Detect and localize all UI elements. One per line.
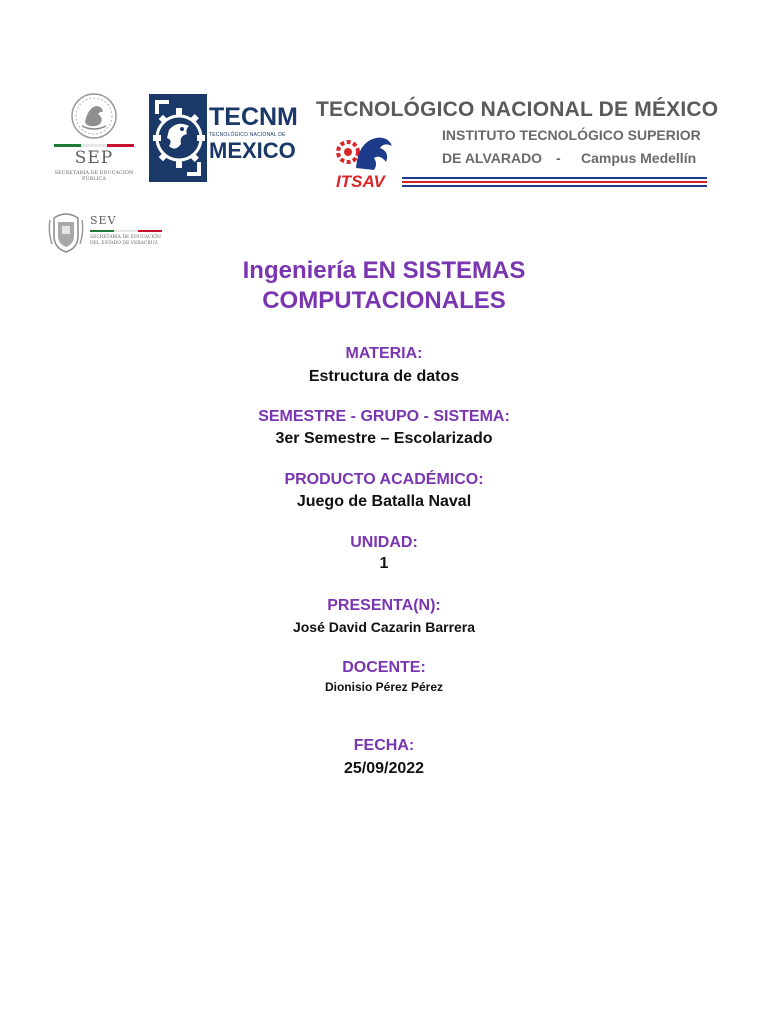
gear-wave-icon bbox=[334, 132, 396, 174]
sev-full-name: SECRETARÍA DE EDUCACIÓN DEL ESTADO DE VERACRUZ bbox=[90, 235, 161, 246]
tricolor-bar bbox=[54, 144, 134, 147]
itsav-wordmark: ITSAV bbox=[336, 172, 385, 191]
sep-logo bbox=[52, 92, 136, 192]
tecnm-logo bbox=[149, 94, 298, 182]
field-value-presenta: José David Cazarin Barrera bbox=[292, 619, 476, 635]
field-label-unidad: UNIDAD: bbox=[350, 534, 418, 551]
career-title-line1: Ingeniería EN SISTEMAS bbox=[242, 257, 526, 284]
itsav-logo bbox=[334, 132, 396, 192]
field-label-semestre: SEMESTRE - GRUPO - SISTEMA: bbox=[258, 408, 510, 425]
field-value-producto: Juego de Batalla Naval bbox=[296, 493, 472, 510]
sep-full-name: SECRETARÍA DE EDUCACIÓN PÚBLICA bbox=[54, 170, 134, 182]
sev-abbreviation: SEV bbox=[90, 214, 117, 227]
career-title bbox=[0, 256, 768, 316]
gear-eagle-icon bbox=[149, 94, 207, 182]
tecnm-country: MEXICO bbox=[209, 138, 296, 163]
tecnm-title: TECNM bbox=[209, 103, 298, 131]
field-value-semestre: 3er Semestre – Escolarizado bbox=[275, 430, 493, 447]
field-label-docente: DOCENTE: bbox=[342, 659, 426, 676]
mexican-eagle-emblem-icon bbox=[70, 92, 118, 140]
veracruz-coat-of-arms-icon bbox=[48, 210, 84, 254]
field-label-fecha: FECHA: bbox=[353, 737, 415, 754]
campus-separator: - bbox=[556, 150, 561, 166]
career-title-line2: COMPUTACIONALES bbox=[262, 287, 506, 314]
field-label-presenta: PRESENTA(N): bbox=[327, 597, 441, 614]
header-stripes bbox=[402, 177, 707, 189]
tecnm-subtitle: TECNOLÓGICO NACIONAL DE bbox=[209, 132, 286, 138]
campus-name: Campus Medellín bbox=[581, 150, 697, 166]
field-value-materia: Estructura de datos bbox=[308, 368, 460, 385]
field-label-materia: MATERIA: bbox=[345, 345, 423, 362]
sep-abbreviation: SEP bbox=[74, 148, 114, 168]
institute-name-line2: DE ALVARADO bbox=[442, 150, 543, 166]
institution-name: TECNOLÓGICO NACIONAL DE MÉXICO bbox=[316, 98, 719, 121]
sev-logo bbox=[48, 210, 164, 256]
field-label-producto: PRODUCTO ACADÉMICO: bbox=[284, 471, 484, 488]
field-value-fecha: 25/09/2022 bbox=[343, 760, 425, 777]
institute-name-line1: INSTITUTO TECNOLÓGICO SUPERIOR bbox=[442, 127, 701, 143]
field-value-docente: Dionisio Pérez Pérez bbox=[324, 680, 444, 694]
field-value-unidad: 1 bbox=[379, 555, 389, 572]
tricolor-bar bbox=[90, 230, 162, 232]
